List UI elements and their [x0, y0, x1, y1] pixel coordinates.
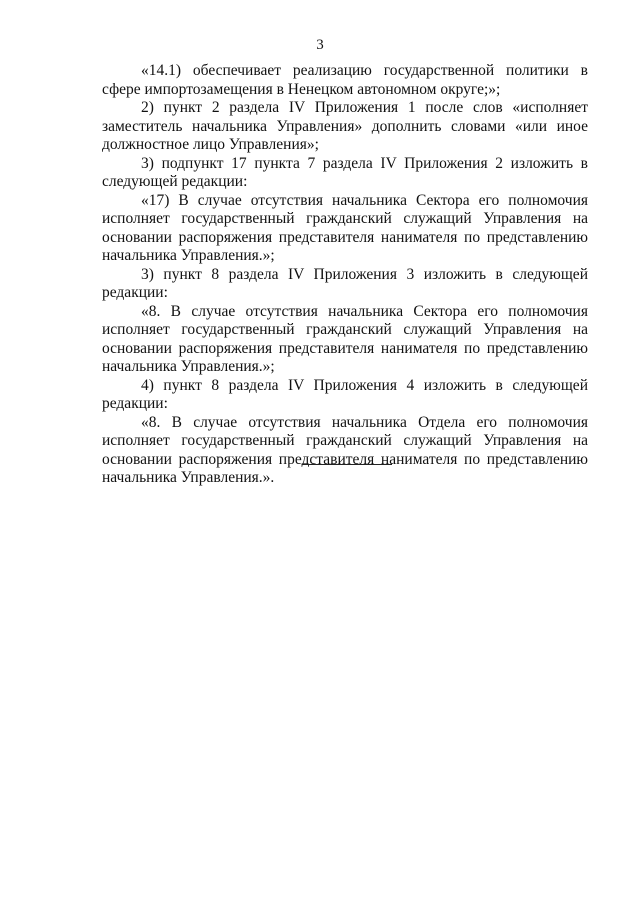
end-divider-line	[302, 464, 392, 465]
paragraph-14-1: «14.1) обеспечивает реализацию государственной политики в сфере импортозамещения в Ненецком автономном округе;»;	[102, 62, 588, 98]
paragraph-item-3-appendix-2: 3) подпункт 17 пункта 7 раздела IV Приложения 2 изложить в следующей редакции:	[102, 154, 588, 190]
document-body	[102, 62, 588, 488]
paragraph-item-4-appendix-4: 4) пункт 8 раздела IV Приложения 4 изложить в следующей редакции:	[102, 376, 588, 412]
paragraph-quote-8-department: «8. В случае отсутствия начальника Отдела его полномочия исполняет государственный гражданский служащий Управления на основании распоряжения представителя нанимателя по представлению начальника Управления.».	[102, 413, 588, 486]
paragraph-item-3-appendix-3: 3) пункт 8 раздела IV Приложения 3 изложить в следующей редакции:	[102, 265, 588, 301]
paragraph-item-2: 2) пункт 2 раздела IV Приложения 1 после слов «исполняет заместитель начальника Управления» дополнить словами «или иное должностное лицо Управления»;	[102, 99, 588, 153]
paragraph-quote-8-sector: «8. В случае отсутствия начальника Сектора его полномочия исполняет государственный гражданский служащий Управления на основании распоряжения представителя нанимателя по представлению начальника Управления.»;	[102, 302, 588, 375]
paragraph-quote-17: «17) В случае отсутствия начальника Сектора его полномочия исполняет государственный гражданский служащий Управления на основании распоряжения представителя нанимателя по представлению начальника Управления.»;	[102, 191, 588, 264]
page-number: 3	[316, 37, 324, 53]
